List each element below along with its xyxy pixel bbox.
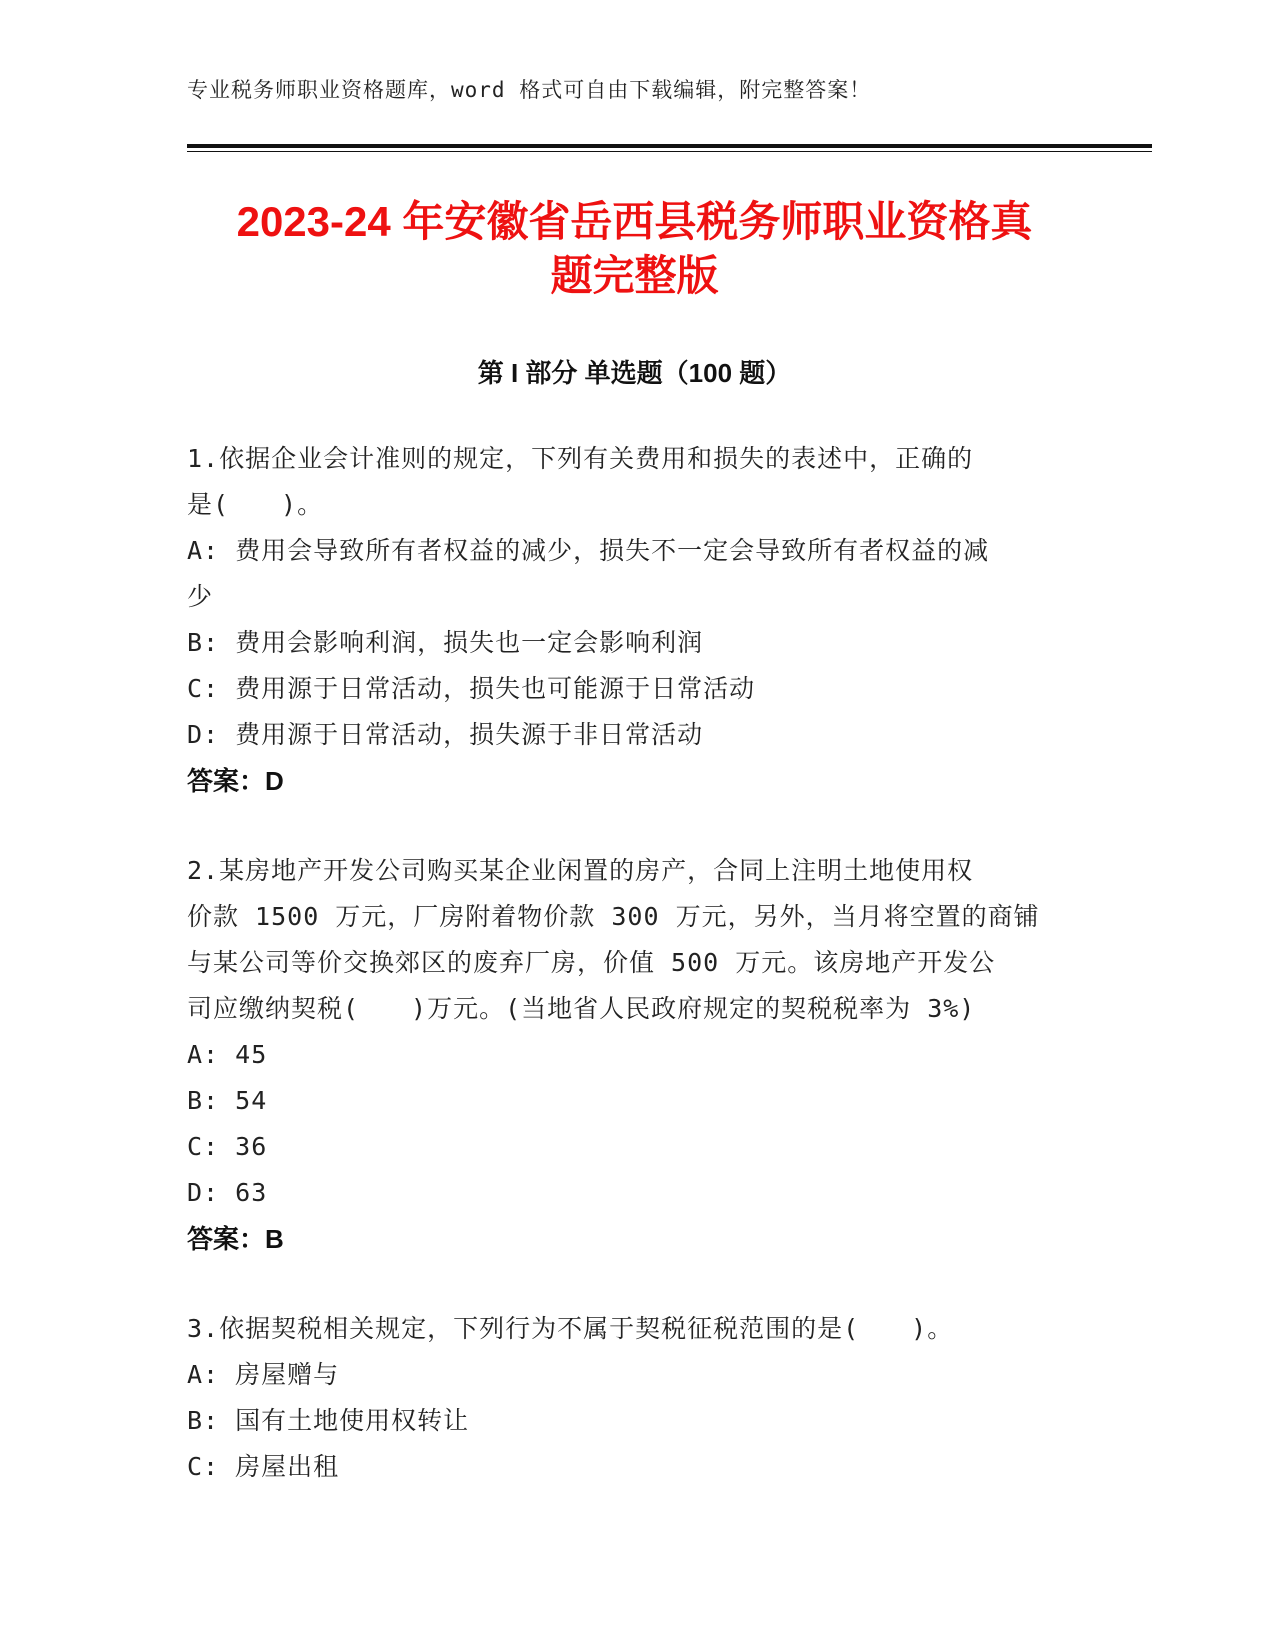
option-d: D: 费用源于日常活动，损失源于非日常活动 xyxy=(187,720,704,749)
section-heading: 第 I 部分 单选题（100 题） xyxy=(477,358,792,388)
header-rule-thick xyxy=(187,144,1152,148)
option-a: A: 房屋赠与 xyxy=(187,1360,340,1389)
answer: 答案：B xyxy=(187,1224,284,1254)
document-title xyxy=(187,195,1082,303)
question-text-line: 是( )。 xyxy=(187,490,324,519)
question-text-line: 与某公司等价交换郊区的废弃厂房，价值 500 万元。该房地产开发公 xyxy=(187,948,996,977)
option-a: A: 费用会导致所有者权益的减少，损失不一定会导致所有者权益的减 xyxy=(187,536,990,565)
question-text-line: 2.某房地产开发公司购买某企业闲置的房产，合同上注明土地使用权 xyxy=(187,856,974,885)
header-note: 专业税务师职业资格题库，word 格式可自由下载编辑，附完整答案！ xyxy=(187,78,872,102)
question-text-line: 价款 1500 万元，厂房附着物价款 300 万元，另外，当月将空置的商铺 xyxy=(187,902,1040,931)
option-b: B: 费用会影响利润，损失也一定会影响利润 xyxy=(187,628,704,657)
answer: 答案：D xyxy=(187,766,284,796)
option-c: C: 房屋出租 xyxy=(187,1452,340,1481)
question-text-line: 3.依据契税相关规定，下列行为不属于契税征税范围的是( )。 xyxy=(187,1314,954,1343)
question-3 xyxy=(187,1306,1082,1490)
title-line-2: 题完整版 xyxy=(550,252,719,299)
question-text-line: 司应缴纳契税( )万元。(当地省人民政府规定的契税税率为 3%) xyxy=(187,994,976,1023)
question-list xyxy=(187,436,1082,1534)
question-text-line: 1.依据企业会计准则的规定，下列有关费用和损失的表述中，正确的 xyxy=(187,444,974,473)
option-d: D: 63 xyxy=(187,1178,268,1207)
option-a: A: 45 xyxy=(187,1040,268,1069)
option-a-continued: 少 xyxy=(187,582,214,611)
title-line-1: 2023-24 年安徽省岳西县税务师职业资格真 xyxy=(236,198,1033,245)
header-rule-thin xyxy=(187,151,1152,152)
option-c: C: 36 xyxy=(187,1132,268,1161)
option-b: B: 国有土地使用权转让 xyxy=(187,1406,470,1435)
option-b: B: 54 xyxy=(187,1086,268,1115)
question-1 xyxy=(187,436,1082,804)
question-2 xyxy=(187,848,1082,1262)
option-c: C: 费用源于日常活动，损失也可能源于日常活动 xyxy=(187,674,756,703)
